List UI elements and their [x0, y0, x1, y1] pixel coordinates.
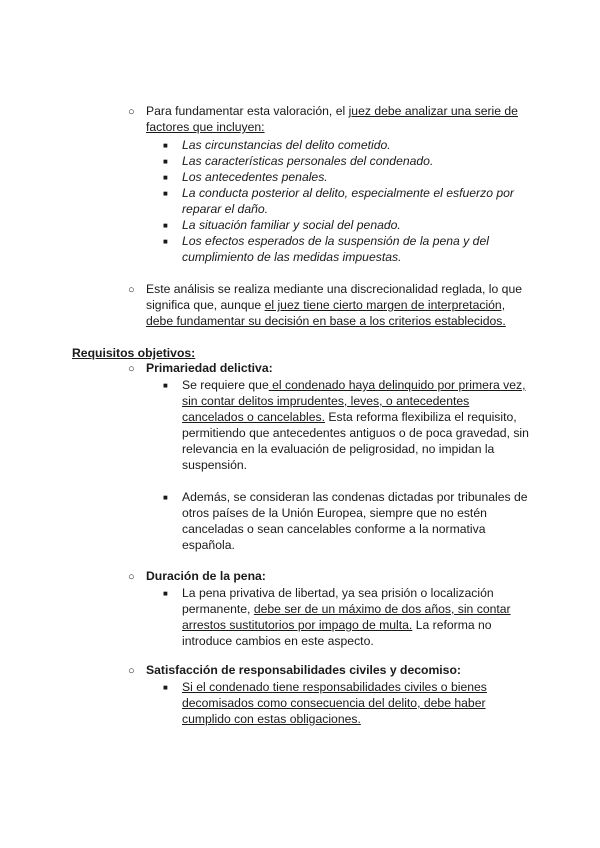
square-bullet-icon: ■	[163, 221, 168, 230]
circle-bullet-icon: ○	[128, 363, 135, 375]
circle-bullet-icon: ○	[128, 571, 135, 583]
intro-line-2: factores que incluyen:	[146, 120, 265, 134]
square-bullet-icon: ■	[163, 173, 168, 182]
square-bullet-icon: ■	[163, 683, 168, 692]
square-bullet-icon: ■	[163, 589, 168, 598]
duracion-paragraph: La pena privativa de libertad, ya sea prisión o localización permanente, debe ser de un máximo de dos años, sin contar arrestos sustitutorios por impago de multa. La reforma no introduce cambios en este aspecto.	[182, 586, 511, 648]
square-bullet-icon: ■	[163, 237, 168, 246]
subheading-satisfaccion: Satisfacción de responsabilidades civiles y decomiso:	[146, 663, 461, 677]
primariedad-paragraph-1: Se requiere que el condenado haya delinquido por primera vez, sin contar delitos imprudentes, leves, o antecedentes cancelados o cancelables. Esta reforma flexibiliza el requisito, permitiendo que antecedentes antiguos o de poca gravedad, sin relevancia en la evaluación de peligrosidad, no impidan la suspensión.	[182, 378, 529, 472]
square-bullet-icon: ■	[163, 189, 168, 198]
square-bullet-icon: ■	[163, 157, 168, 166]
circle-bullet-icon: ○	[128, 284, 135, 296]
satisfaccion-paragraph: Si el condenado tiene responsabilidades civiles o bienes decomisados como consecuencia del delito, debe haber cumplido con estas obligaciones.	[182, 680, 487, 726]
square-bullet-icon: ■	[163, 381, 168, 390]
analysis-paragraph: Este análisis se realiza mediante una discrecionalidad reglada, lo que significa que, aunque el juez tiene cierto margen de interpretación, debe fundamentar su decisión en base a los criterios establecidos.	[146, 282, 523, 328]
intro-paragraph	[146, 103, 518, 135]
subheading-duracion: Duración de la pena:	[146, 569, 266, 583]
circle-bullet-icon: ○	[128, 106, 135, 118]
square-bullet-icon: ■	[163, 493, 168, 502]
intro-line-1: Para fundamentar esta valoración, el juez debe analizar una serie de	[146, 104, 518, 118]
primariedad-paragraph-2: Además, se consideran las condenas dictadas por tribunales de otros países de la Unión Europea, siempre que no estén canceladas o sean cancelables conforme a la normativa española.	[182, 490, 528, 552]
square-bullet-icon: ■	[163, 141, 168, 150]
section-heading: Requisitos objetivos:	[72, 346, 196, 360]
circle-bullet-icon: ○	[128, 665, 135, 677]
document-page: ○ Para fundamentar esta valoración, el juez debe analizar una serie de factores que incluyen: ■ Las circunstancias del delito cometido. ■ Las características personales del condenado. ■ Los antecedentes penales. ■ La conducta posterior al delito, especialmente el esfuerzo por reparar el daño. ■ La situación familiar y social del penado. ■ Los efectos esperados de la suspensión de la pena y del cumplimiento de las medidas impuestas. ○ Este análisis se realiza mediante una discrecionalidad reglada, lo que significa que, aunque el juez tiene cierto margen de interpretación, debe fundamentar su decisión en base a los criterios establecidos. Requisitos objetivos: ○ Primariedad delictiva: ■ Se requiere que el condenado haya delinquido por primera vez, sin contar delitos imprudentes, leves, o antecedentes cancelados o cancelables. Esta reforma flexibiliza el requisito, permitiendo que antecedentes antiguos o de poca gravedad, sin relevancia en la evaluación de peligrosidad, no impidan la suspensión. ■ Además, se consideran las condenas dictadas por tribunales de otros países de la Unión Europea, siempre que no estén canceladas o sean cancelables conforme a la normativa española. ○ Duración de la pena: ■ La pena privativa de libertad, ya sea prisión o localización permanente, debe ser de un máximo de dos años, sin contar arrestos sustitutorios por impago de multa. La reforma no introduce cambios en este aspecto. ○ Satisfacción de responsabilidades civiles y decomiso: ■ Si el condenado tiene responsabilidades civiles o bienes decomisados como consecuencia del delito, debe haber cumplido con estas obligaciones.	[72, 104, 529, 726]
subheading-primariedad: Primariedad delictiva:	[146, 361, 273, 375]
